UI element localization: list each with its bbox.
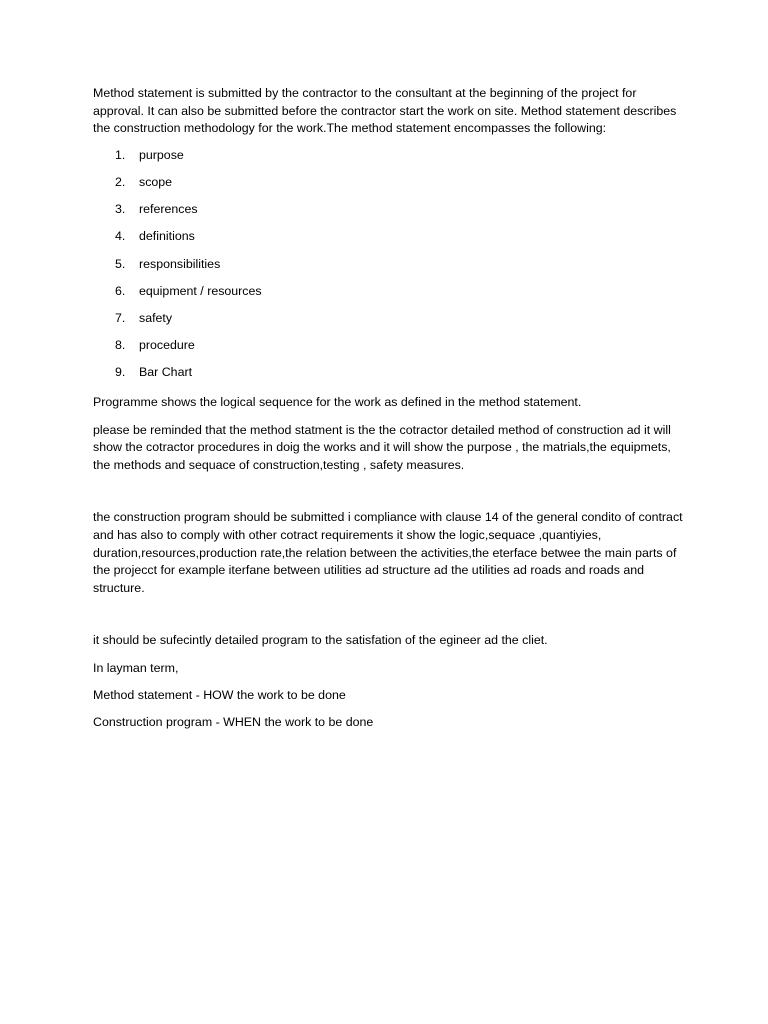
list-item-text: equipment / resources xyxy=(139,283,262,298)
list-item-number: 6. xyxy=(115,283,126,298)
intro-paragraph: Method statement is submitted by the contractor to the consultant at the beginning of the project for approval. It can also be submitted before the contractor start the work on site. Method statement describes the construction methodology for the work.The method statement encompasses the following: xyxy=(93,86,677,136)
programme-paragraph: Programme shows the logical sequence for the work as defined in the method statement. xyxy=(93,395,582,410)
list-item-text: procedure xyxy=(139,338,195,353)
list-item xyxy=(93,364,683,391)
document-body xyxy=(93,85,683,741)
program-paragraph: the construction program should be submitted i compliance with clause 14 of the general condito of contract and has also to comply with other cotract requirements it show the logic,sequace ,quantiyies, duration,resources,production rate,the relation between the activities,the eterface betwee the main parts of the projecct for example iterfane between utilities ad structure ad the utilities ad roads and roads and structure. xyxy=(93,510,683,595)
list-item-number: 4. xyxy=(115,229,126,244)
program-definition: Construction program - WHEN the work to be done xyxy=(93,714,374,729)
list-item-text: safety xyxy=(139,310,173,325)
list-item-number: 8. xyxy=(115,338,126,353)
list-item xyxy=(93,283,683,310)
list-item xyxy=(93,337,683,364)
list-item xyxy=(93,147,683,174)
list-item-text: purpose xyxy=(139,147,184,162)
contents-list xyxy=(93,147,683,392)
list-item xyxy=(93,174,683,201)
list-item-text: Bar Chart xyxy=(139,365,193,380)
list-item-number: 2. xyxy=(115,174,126,189)
detail-paragraph: it should be sufecintly detailed program to the satisfation of the egineer ad the cliet. xyxy=(93,633,548,648)
list-item-text: definitions xyxy=(139,229,195,244)
list-item xyxy=(93,310,683,337)
layman-paragraph: In layman term, xyxy=(93,660,179,675)
list-item-number: 5. xyxy=(115,256,126,271)
list-item-number: 1. xyxy=(115,147,126,162)
list-item-text: responsibilities xyxy=(139,256,221,271)
list-item-number: 7. xyxy=(115,310,126,325)
list-item-number: 3. xyxy=(115,202,126,217)
method-definition: Method statement - HOW the work to be done xyxy=(93,687,346,702)
list-item-number: 9. xyxy=(115,365,126,380)
list-item-text: references xyxy=(139,202,198,217)
reminder-paragraph: please be reminded that the method statment is the the cotractor detailed method of construction ad it will show the cotractor procedures in doig the works and it will show the purpose , the matrials,the equipmets, the methods and sequace of construction,testing , safety measures. xyxy=(93,422,671,472)
list-item xyxy=(93,228,683,255)
list-item-text: scope xyxy=(139,174,173,189)
list-item xyxy=(93,201,683,228)
list-item xyxy=(93,256,683,283)
